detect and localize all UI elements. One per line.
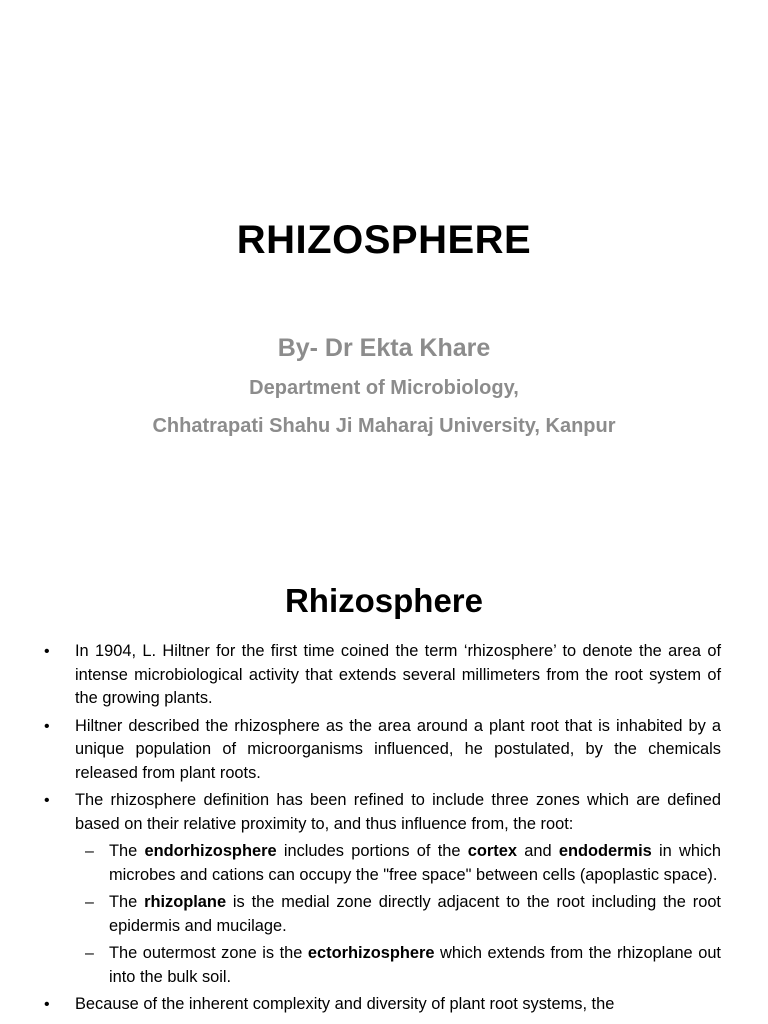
- list-item: [40, 715, 721, 786]
- department-name: Department of Microbiology,: [249, 377, 519, 399]
- dash-icon: –: [85, 945, 94, 962]
- dash-icon: –: [85, 894, 94, 911]
- list-item: [40, 640, 721, 711]
- bullet-icon: •: [44, 717, 50, 735]
- bullet-text: The rhizosphere definition has been refined to include three zones which are defined based on their relative proximity to, and thus influence from, the root:: [75, 791, 721, 833]
- list-item: [40, 993, 721, 1017]
- bullet-text: Hiltner described the rhizosphere as the area around a plant root that is inhabited by a unique population of microorganisms influenced, he postulated, by the chemicals released from plant roots.: [75, 716, 721, 782]
- term-cortex: cortex: [467, 842, 517, 860]
- sub-bullet-list: [75, 840, 721, 989]
- bullet-icon: •: [44, 996, 50, 1013]
- slide-title: RHIZOSPHERE: [236, 218, 532, 262]
- sub-list-item: [75, 840, 721, 887]
- term-endorhizosphere: endorhizosphere: [144, 842, 277, 860]
- bullet-list: [40, 640, 721, 1021]
- bullet-text: Because of the inherent complexity and diversity of plant root systems, the: [75, 995, 615, 1013]
- term-ectorhizosphere: ectorhizosphere: [307, 944, 435, 962]
- dash-icon: –: [85, 843, 94, 860]
- bullet-icon: •: [44, 792, 50, 809]
- sub-list-item: [75, 942, 721, 989]
- sub-bullet-text: The outermost zone is the ectorhizosphere which extends from the rhizoplane out into the bulk soil.: [109, 944, 721, 986]
- term-rhizoplane: rhizoplane: [144, 893, 227, 911]
- bullet-icon: •: [44, 643, 50, 660]
- university-name: Chhatrapati Shahu Ji Maharaj University, Kanpur: [152, 415, 616, 437]
- term-endodermis: endodermis: [558, 842, 652, 860]
- sub-bullet-text: The rhizoplane is the medial zone directly adjacent to the root including the root epidermis and mucilage.: [109, 893, 721, 935]
- sub-bullet-text: The endorhizosphere includes portions of the cortex and endodermis in which microbes and cations can occupy the "free space" between cells (apoplastic space).: [109, 842, 721, 884]
- content-slide: [0, 540, 768, 1024]
- sub-list-item: [75, 891, 721, 938]
- list-item: [40, 789, 721, 989]
- author-name: By- Dr Ekta Khare: [277, 334, 491, 362]
- content-slide-title: Rhizosphere: [284, 582, 484, 619]
- bullet-text: In 1904, L. Hiltner for the first time coined the term ‘rhizosphere’ to denote the area of intense microbiological activity that extends several millimeters from the root system of the growing plants.: [75, 642, 721, 707]
